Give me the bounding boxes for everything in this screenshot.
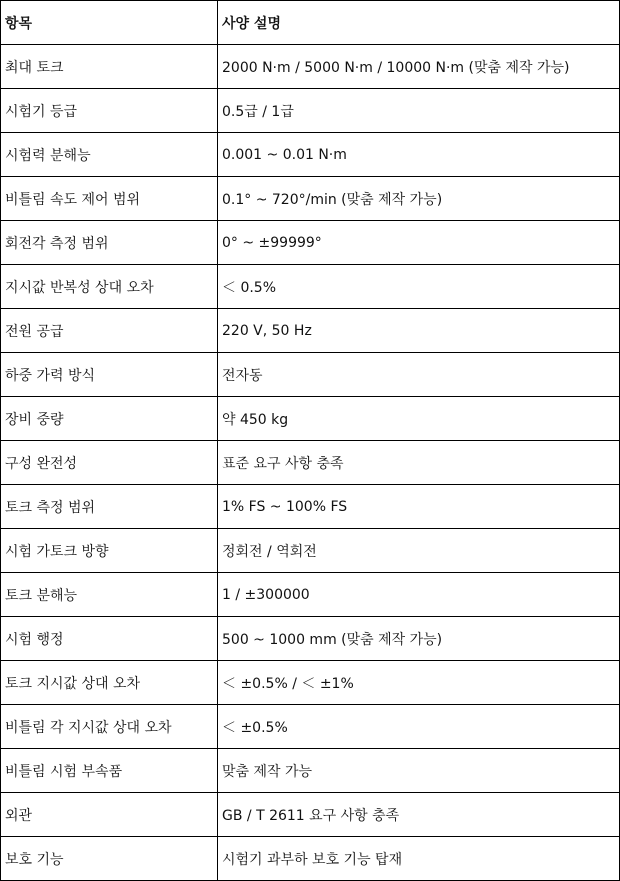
table-row [1,441,620,485]
table-row [1,133,620,177]
row-spec: 0° ~ ±99999° [218,221,620,265]
row-spec: 2000 N·m / 5000 N·m / 10000 N·m (맞춤 제작 가능) [218,45,620,89]
row-spec: ＜ 0.5% [218,265,620,309]
row-spec: 전자동 [218,353,620,397]
table-row [1,529,620,573]
table-row [1,177,620,221]
table-row [1,221,620,265]
row-item: 시험 가토크 방향 [1,529,218,573]
row-spec: 500 ~ 1000 mm (맞춤 제작 가능) [218,617,620,661]
row-item: 회전각 측정 범위 [1,221,218,265]
table-row [1,485,620,529]
row-spec: ＜ ±0.5% [218,705,620,749]
row-item: 전원 공급 [1,309,218,353]
row-item: 토크 지시값 상대 오차 [1,661,218,705]
row-item: 시험력 분해능 [1,133,218,177]
table-row [1,353,620,397]
row-item: 시험 행정 [1,617,218,661]
row-spec: ＜ ±0.5% / ＜ ±1% [218,661,620,705]
row-spec: 정회전 / 역회전 [218,529,620,573]
table-row [1,573,620,617]
row-item: 토크 분해능 [1,573,218,617]
row-spec: 시험기 과부하 보호 기능 탑재 [218,837,620,881]
row-item: 비틀림 속도 제어 범위 [1,177,218,221]
row-spec: 1% FS ~ 100% FS [218,485,620,529]
table-row [1,705,620,749]
row-spec: GB / T 2611 요구 사항 충족 [218,793,620,837]
table-row [1,837,620,881]
row-item: 최대 토크 [1,45,218,89]
table-row [1,749,620,793]
row-spec: 약 450 kg [218,397,620,441]
row-spec: 1 / ±300000 [218,573,620,617]
table-row [1,265,620,309]
row-spec: 0.001 ~ 0.01 N·m [218,133,620,177]
row-spec: 220 V, 50 Hz [218,309,620,353]
header-item: 항목 [1,1,218,45]
table-row [1,397,620,441]
row-item: 하중 가력 방식 [1,353,218,397]
row-spec: 표준 요구 사항 충족 [218,441,620,485]
row-item: 시험기 등급 [1,89,218,133]
row-spec: 0.5급 / 1급 [218,89,620,133]
row-item: 장비 중량 [1,397,218,441]
table-row [1,45,620,89]
row-item: 구성 완전성 [1,441,218,485]
table-row [1,89,620,133]
row-spec: 맞춤 제작 가능 [218,749,620,793]
row-item: 지시값 반복성 상대 오차 [1,265,218,309]
header-row [1,1,620,45]
table-row [1,617,620,661]
row-item: 비틀림 시험 부속품 [1,749,218,793]
table-row [1,309,620,353]
row-item: 토크 측정 범위 [1,485,218,529]
row-item: 비틀림 각 지시값 상대 오차 [1,705,218,749]
row-item: 외관 [1,793,218,837]
header-spec: 사양 설명 [218,1,620,45]
table-row [1,793,620,837]
row-spec: 0.1° ~ 720°/min (맞춤 제작 가능) [218,177,620,221]
table-row [1,661,620,705]
row-item: 보호 기능 [1,837,218,881]
